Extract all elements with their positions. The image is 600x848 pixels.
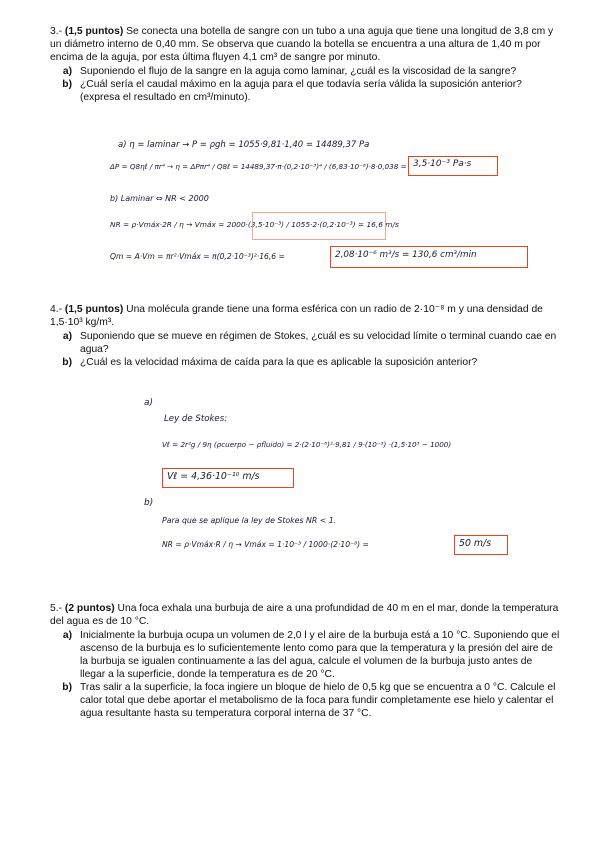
- problem-3-statement: 3.- (1,5 puntos) Se conecta una botella de sangre con un tubo a una aguja que tiene una longitud de 3,8 cm y un diámetro interno de 0,40 mm. Se observa que cuando la botella se encuentra a una altura de 1,40 m por encima de la aguja, por esta última fluyen 4,1 cm³ de sangre por minuto.: [50, 26, 554, 63]
- problem-4-solution-scan: [140, 398, 540, 568]
- problem-5: [50, 602, 560, 720]
- p4-result-b: 50 m/s: [459, 538, 492, 549]
- p3-sol-line-1: a) η = laminar → P = ρgh = 1055·9,81·1,40 = 14489,37 Pa: [118, 140, 370, 150]
- problem-3-solution-scan: [110, 138, 530, 278]
- problem-4-item-a: a) Suponiendo que se mueve en régimen de Stokes, ¿cuál es su velocidad límite o terminal cuando cae en agua?: [62, 331, 557, 355]
- p4-result-a-box: [162, 468, 294, 488]
- p4-sol-line-5: Para que se aplique la ley de Stokes NR < 1.: [162, 516, 337, 525]
- p3-result-a: 3,5·10⁻³ Pa·s: [413, 159, 472, 169]
- p4-sol-line-2: Ley de Stokes:: [164, 414, 228, 424]
- problem-4-items: [50, 330, 560, 369]
- problem-4: [50, 303, 560, 369]
- p3-sol-line-3: b) Laminar ⇔ NR < 2000: [110, 194, 209, 203]
- problem-5-statement: 5.- (2 puntos) Una foca exhala una burbuja de aire a una profundidad de 40 m en el mar, donde la temperatura del agua es de 10 °C.: [50, 603, 559, 627]
- problem-3-item-a: a) Suponiendo el flujo de la sangre en la aguja como laminar, ¿cuál es la viscosidad de la sangre?: [62, 66, 517, 77]
- problem-5-item-b: b) Tras salir a la superficie, la foca ingiere un bloque de hielo de 0,5 kg que se encuentra a 0 °C. Calcule el calor total que debe aportar el metabolismo de la foca para fundir completamente ese hielo y calentar el agua resultante hasta su temperatura corporal interna de 37 °C.: [62, 682, 556, 719]
- problem-5-items: [50, 629, 560, 720]
- p4-sol-line-6: NR = ρ·Vmáx·R / η → Vmáx = 1·10⁻³ / 1000·(2·10⁻⁸) =: [162, 540, 369, 549]
- p4-sol-line-3: Vℓ = 2r²g / 9η (ρcuerpo − ρfluido) = 2·(2·10⁻⁸)²·9,81 / 9·(10⁻³) ·(1,5·10³ − 1000): [162, 440, 452, 449]
- p3-sol-line-2: ΔP = Q8ηℓ / πr⁴ → η = ΔPπr⁴ / Q8ℓ = 14489,37·π·(0,2·10⁻³)⁴ / (6,83·10⁻⁸)·8·0,038 =: [110, 162, 407, 171]
- problem-4-statement: 4.- (1,5 puntos) Una molécula grande tiene una forma esférica con un radio de 2·10⁻⁸ m y una densidad de 1,5·10³ kg/m³.: [50, 304, 543, 328]
- problem-5-item-a: a) Inicialmente la burbuja ocupa un volumen de 2,0 l y el aire de la burbuja está a 10 °C. Suponiendo que el ascenso de la burbuja es lo suficientemente lento como para que la temperatura y la presión del aire de la burbuja se igualen continuamente a las del agua, calcule el volumen de la burbuja justo antes de llegar a la superficie, donde la temperatura es de 20 °C.: [62, 630, 560, 680]
- p3-result-b: 2,08·10⁻⁶ m³/s = 130,6 cm³/min: [335, 250, 477, 260]
- problem-4-item-b: b) ¿Cuál es la velocidad máxima de caída para la que es aplicable la suposición anterior?: [62, 357, 478, 368]
- p3-sol-line-5: Qm = A·Vm = πr²·Vmáx = π(0,2·10⁻³)²·16,6 =: [110, 252, 285, 261]
- p3-result-a-box: [408, 156, 498, 176]
- problem-3-item-b: b) ¿Cuál sería el caudal máximo en la aguja para el que todavía sería válida la suposición anterior? (expresa el resultado en cm³/minuto).: [62, 79, 522, 103]
- p3-result-b-box: [330, 246, 528, 268]
- problem-3-items: [50, 65, 560, 104]
- p4-sol-line-4: b): [144, 498, 154, 508]
- p3-vmax-box: [252, 212, 386, 240]
- p3-sol-line-4: NR = ρ·Vmáx·2R / η → Vmáx = 2000·(3,5·10⁻³) / 1055·2·(0,2·10⁻³) = 16,6 m/s: [110, 220, 399, 229]
- p4-result-a: Vℓ = 4,36·10⁻¹⁰ m/s: [167, 471, 260, 482]
- p4-result-b-box: [454, 535, 508, 555]
- problem-3: [50, 25, 560, 104]
- p4-sol-line-1: a): [144, 398, 154, 408]
